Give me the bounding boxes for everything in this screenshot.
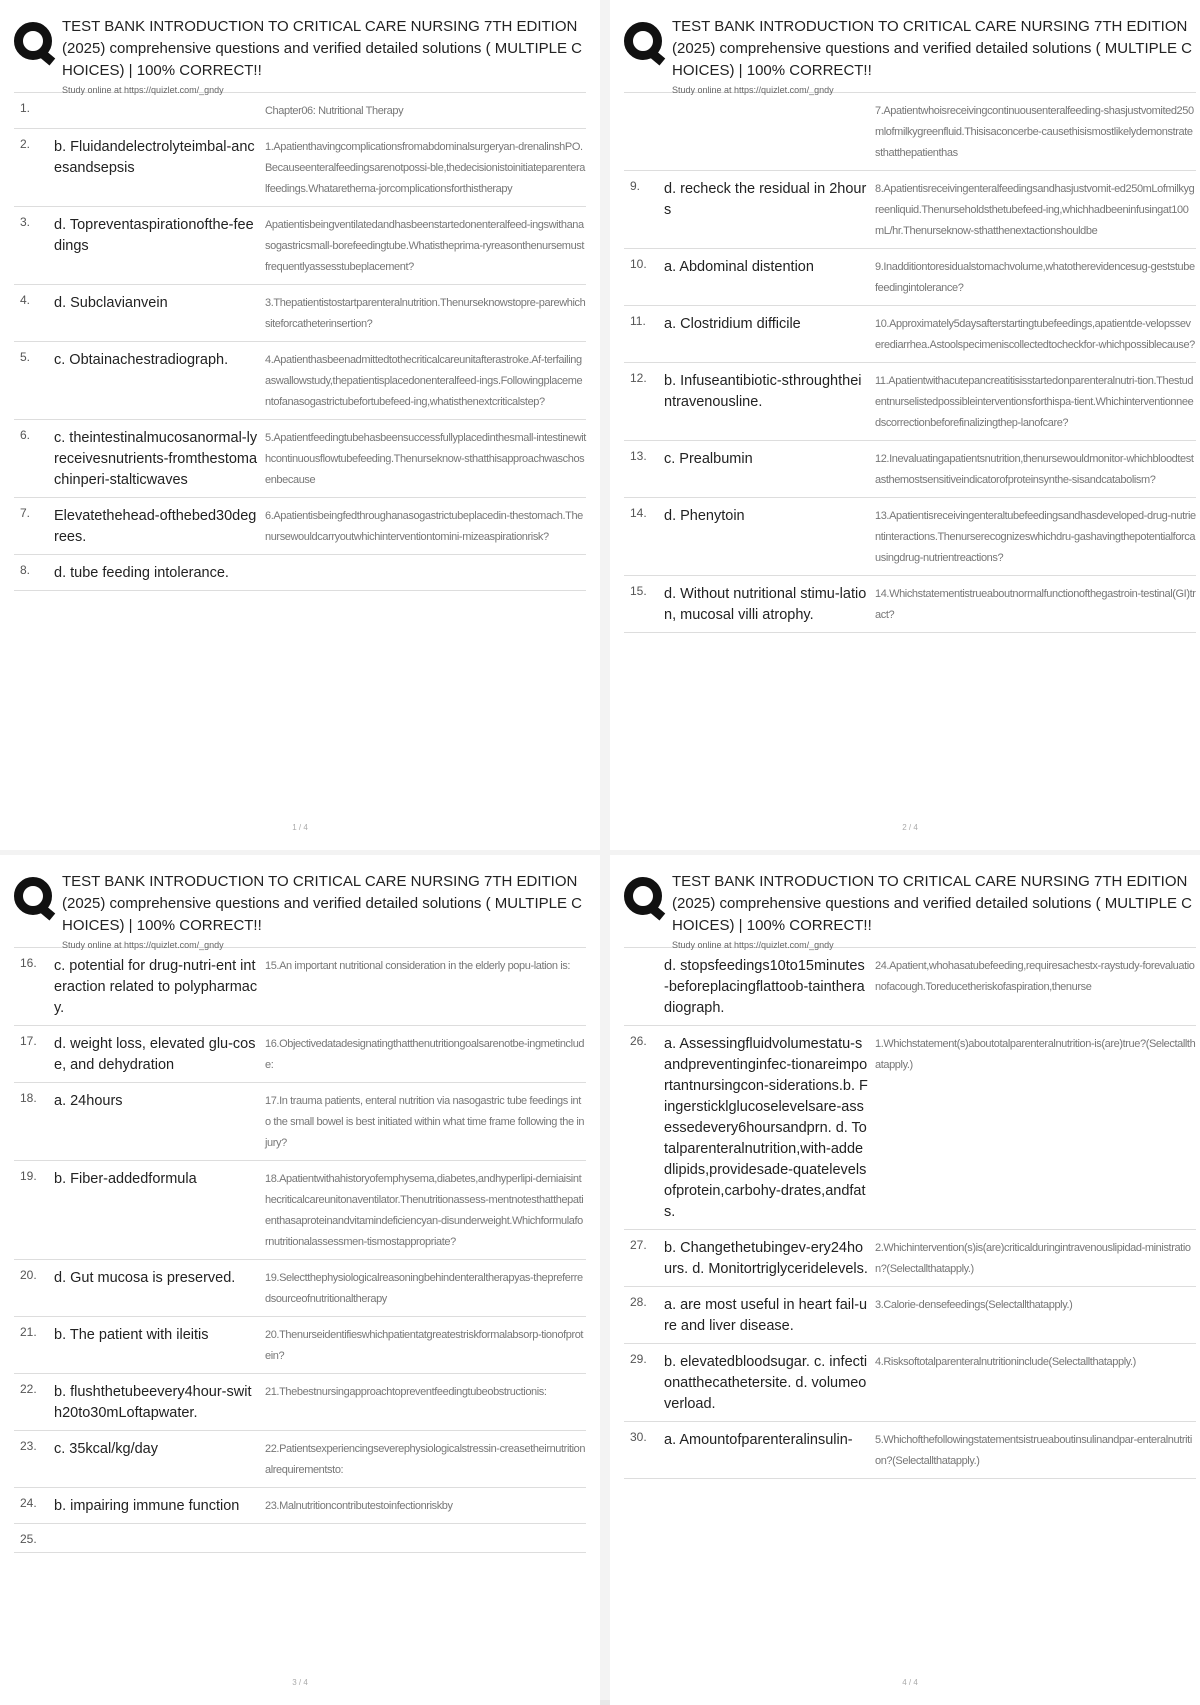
qa-row xyxy=(624,1344,1196,1422)
row-number: 28. xyxy=(630,1295,647,1309)
qa-row xyxy=(14,555,586,591)
row-number: 14. xyxy=(630,506,647,520)
qa-row xyxy=(14,1026,586,1083)
page-number: 1 / 4 xyxy=(292,823,308,832)
question-text: 13.Apatientisreceivingenteraltubefeedingsandhasdeveloped-drug-nutrientinteractions.Thenurserecognizeswhichdru-gashavingthepotentialforcausingdrug-nutrientreactions? xyxy=(875,510,1196,564)
answer-text xyxy=(664,101,875,164)
question-text: 12.Inevaluatingapatientsnutrition,thenursewouldmonitor-whichbloodtestasthemostsensitiveindicatorofproteinsynthe-sisandcatabolism? xyxy=(875,453,1194,486)
document-title: TEST BANK INTRODUCTION TO CRITICAL CARE NURSING 7TH EDITION (2025) comprehensive questions and verified detailed solutions ( MULTIPLE CHOICES) | 100% CORRECT!! xyxy=(62,18,582,79)
question-text: 14.Whichstatementistrueaboutnormalfunctionofthegastroin-testinal(GI)tract? xyxy=(875,588,1196,621)
answer-text: c. theintestinalmucosanormal-lyreceivesnutrients-fromthestomachinperi-stalticwaves xyxy=(54,430,258,488)
answer-text: d. recheck the residual in 2hours xyxy=(664,181,867,218)
qa-row xyxy=(624,306,1196,363)
answer-text: c. Prealbumin xyxy=(664,451,753,467)
question-text: 10.Approximately5daysafterstartingtubefeedings,apatientde-velopsseverediarrhea.Astoolspecimeniscollectedtocheckfor-whichpossiblecause? xyxy=(875,318,1195,351)
row-number: 21. xyxy=(20,1325,37,1339)
answer-text: c. 35kcal/kg/day xyxy=(54,1441,158,1457)
qa-row xyxy=(14,498,586,555)
question-text: 8.Apatientisreceivingenteralfeedingsandhasjustvomit-ed250mLofmilkygreenliquid.Thenurseholdsthetubefeed-ing,whichhadbeeninfusingat100mL/hr.Thenurseknow-sthatthenextactionshouldbe xyxy=(875,183,1195,237)
row-number: 26. xyxy=(630,1034,647,1048)
row-number: 23. xyxy=(20,1439,37,1453)
question-text: 22.Patientsexperiencingseverephysiologicalstressin-creasetheirnutritionalrequirementsto: xyxy=(265,1443,586,1476)
qa-row xyxy=(624,1230,1196,1287)
row-number: 12. xyxy=(630,371,647,385)
question-text: 15.An important nutritional consideration in the elderly popu-lation is: xyxy=(265,960,571,972)
row-number: 9. xyxy=(630,179,641,193)
answer-text: a. Abdominal distention xyxy=(664,259,814,275)
page-4 xyxy=(610,855,1200,1705)
answer-text: b. Infuseantibiotic-sthroughtheintravenousline. xyxy=(664,373,862,410)
document-source: Study online at https://quizlet.com/_gndy xyxy=(672,940,834,950)
answer-text: a. Assessingfluidvolumestatu-sandpreventinginfec-tionareimportantnursingcon-siderations.b. Fingersticklglucoselevelsare-assessedevery6hoursandprn. d. Totalparenteralnutrition,with-addedlipids,providesade-quatelevelsofprotein,carbohy-drates,andfats. xyxy=(664,1036,868,1220)
qa-table xyxy=(14,947,586,1553)
answer-text: b. Changethetubingev-ery24hours. d. Monitortriglyceridelevels. xyxy=(664,1240,868,1277)
qa-row xyxy=(624,441,1196,498)
quizlet-logo-icon xyxy=(624,877,662,915)
answer-text: c. potential for drug-nutri-ent interaction related to polypharmacy. xyxy=(54,958,258,1016)
qa-row xyxy=(14,342,586,420)
row-number: 15. xyxy=(630,584,647,598)
row-number: 8. xyxy=(20,563,31,577)
question-text: 23.Malnutritioncontributestoinfectionriskby xyxy=(265,1500,453,1512)
answer-text: d. stopsfeedings10to15minutes-beforeplacingflattoob-taintheradiograph. xyxy=(664,958,865,1016)
qa-row xyxy=(624,249,1196,306)
row-number: 18. xyxy=(20,1091,37,1105)
question-text: 16.Objectivedatadesignatingthatthenutritiongoalsarenotbe-ingmetinclude: xyxy=(265,1038,585,1071)
row-number: 16. xyxy=(20,956,37,970)
answer-text: b. The patient with ileitis xyxy=(54,1327,209,1343)
document-title: TEST BANK INTRODUCTION TO CRITICAL CARE NURSING 7TH EDITION (2025) comprehensive questions and verified detailed solutions ( MULTIPLE CHOICES) | 100% CORRECT!! xyxy=(672,873,1192,934)
answer-text: d. tube feeding intolerance. xyxy=(54,565,229,581)
page-header xyxy=(610,855,1200,950)
answer-text: b. Fiber-addedformula xyxy=(54,1171,197,1187)
qa-row xyxy=(14,1431,586,1488)
qa-row xyxy=(624,171,1196,249)
qa-row xyxy=(14,129,586,207)
qa-row xyxy=(624,93,1196,171)
question-text: 24.Apatient,whohasatubefeeding,requiresachestx-raystudy-forevaluationofacough.Toreducetheriskofaspiration,thenurse xyxy=(875,960,1195,993)
page-2 xyxy=(610,0,1200,850)
quizlet-logo-icon xyxy=(624,22,662,60)
page-number: 3 / 4 xyxy=(292,1678,308,1687)
qa-row xyxy=(14,948,586,1026)
qa-row xyxy=(14,1488,586,1524)
row-number: 6. xyxy=(20,428,31,442)
page-1 xyxy=(0,0,600,850)
question-text: 21.Thebestnursingapproachtopreventfeedingtubeobstructionis: xyxy=(265,1386,547,1398)
question-text: 7.Apatientwhoisreceivingcontinuousenteralfeeding-shasjustvomited250mlofmilkygreenfluid.Thisisaconcerbe-causethisismostlikelydemonstratesthatthepatienthas xyxy=(875,105,1194,159)
qa-row xyxy=(14,207,586,285)
qa-row xyxy=(14,285,586,342)
quizlet-logo-icon xyxy=(14,877,52,915)
row-number: 24. xyxy=(20,1496,37,1510)
document-source: Study online at https://quizlet.com/_gndy xyxy=(672,85,834,95)
question-text: 17.In trauma patients, enteral nutrition via nasogastric tube feedings into the small bowel is best initiated within what time frame following the injury? xyxy=(265,1095,585,1149)
answer-text: b. Fluidandelectrolyteimbal-ancesandsepsis xyxy=(54,139,255,176)
row-number: 27. xyxy=(630,1238,647,1252)
answer-text: a. are most useful in heart fail-ure and liver disease. xyxy=(664,1297,868,1334)
row-number xyxy=(624,101,664,164)
answer-text: b. elevatedbloodsugar. c. infectionatthecathetersite. d. volumeoverload. xyxy=(664,1354,868,1412)
qa-row xyxy=(624,1287,1196,1344)
qa-row xyxy=(624,363,1196,441)
row-number: 29. xyxy=(630,1352,647,1366)
page-3 xyxy=(0,855,600,1705)
answer-text: d. Without nutritional stimu-lation, mucosal villi atrophy. xyxy=(664,586,867,623)
answer-text xyxy=(54,1532,265,1546)
page-number: 2 / 4 xyxy=(902,823,918,832)
question-text: 4.Apatienthasbeenadmittedtothecriticalcareunitafterastroke.Af-terfailingaswallowstudy,thepatientisplacedonenteralfeed-ings.Followingplacementofanasogastrictubefortubefeed-ing,whatisthenextcriticalstep? xyxy=(265,354,583,408)
question-text: Apatientisbeingventilatedandhasbeenstartedonenteralfeed-ingswithanasogastricsmall-borefeedingtube.Whatistheprima-ryreasonthenursemustfrequentlyassesstubeplacement? xyxy=(265,219,585,273)
answer-text: a. 24hours xyxy=(54,1093,123,1109)
question-text: 6.Apatientisbeingfedthroughanasogastrictubeplacedin-thestomach.Thenursewouldcarryoutwhichinterventiontomini-mizeaspirationrisk? xyxy=(265,510,583,543)
row-number: 4. xyxy=(20,293,31,307)
answer-text: d. Phenytoin xyxy=(664,508,745,524)
question-text: 18.Apatientwithahistoryofemphysema,diabetes,andhyperlipi-demiaisinthecriticalcareunitonaventilator.Thenutritionassess-mentnotesthatthepatienthasaproteinandvitamindeficiencyan-disunderweight.Whichformulafornutritionalassessmen-tismostappropriate? xyxy=(265,1173,584,1248)
question-text: 19.Selectthephysiologicalreasoningbehindenteraltherapyas-thepreferredsourceofnutritionaltherapy xyxy=(265,1272,583,1305)
qa-row xyxy=(624,1026,1196,1230)
question-text: 9.Inadditiontoresidualstomachvolume,whatotherevidencesug-geststubefeedingintolerance? xyxy=(875,261,1195,294)
qa-row xyxy=(14,1083,586,1161)
question-text: 3.Calorie-densefeedings(Selectallthatapply.) xyxy=(875,1299,1073,1311)
page-header xyxy=(0,855,600,950)
question-text: 4.Risksoftotalparenteralnutritioninclude(Selectallthatapply.) xyxy=(875,1356,1136,1368)
qa-row xyxy=(14,1317,586,1374)
row-number: 1. xyxy=(20,101,31,115)
answer-text: a. Amountofparenteralinsulin- xyxy=(664,1432,853,1448)
row-number: 10. xyxy=(630,257,647,271)
row-number: 30. xyxy=(630,1430,647,1444)
row-number: 22. xyxy=(20,1382,37,1396)
qa-row xyxy=(624,576,1196,633)
question-text: 5.Apatientfeedingtubehasbeensuccessfullyplacedinthesmall-intestinewithcontinuousflowtubefeeding.Thenurseknow-sthatthisapproachwaschosenbecause xyxy=(265,432,586,486)
qa-row xyxy=(624,948,1196,1026)
answer-text: d. weight loss, elevated glu-cose, and dehydration xyxy=(54,1036,256,1073)
page-header xyxy=(0,0,600,95)
answer-text: d. Subclavianvein xyxy=(54,295,168,311)
qa-table xyxy=(624,92,1196,633)
qa-row xyxy=(14,420,586,498)
row-number: 20. xyxy=(20,1268,37,1282)
question-text: 20.Thenurseidentifieswhichpatientatgreatestriskformalabsorp-tionofprotein? xyxy=(265,1329,584,1362)
qa-table xyxy=(14,92,586,591)
qa-row xyxy=(14,1260,586,1317)
row-number: 13. xyxy=(630,449,647,463)
question-text: 5.Whichofthefollowingstatementsistrueaboutinsulinandpar-enteralnutrition?(Selectallthatapply.) xyxy=(875,1434,1192,1467)
qa-row xyxy=(624,1422,1196,1479)
question-text: 3.Thepatientistostartparenteralnutrition.Thenurseknowstopre-parewhichsiteforcatheterinsertion? xyxy=(265,297,586,330)
row-number: 2. xyxy=(20,137,31,151)
question-text: 11.Apatientwithacutepancreatitisisstartedonparenteralnutri-tion.Thestudentnurselistedpossibleinterventionsforthispa-tient.Whichinterventionneedscorrectionbeforefinalizingthep-lanofcare? xyxy=(875,375,1194,429)
answer-text: d. Topreventaspirationofthe-feedings xyxy=(54,217,254,254)
answer-text: Elevatethehead-ofthebed30degrees. xyxy=(54,508,257,545)
page-number: 4 / 4 xyxy=(902,1678,918,1687)
answer-text xyxy=(54,101,265,122)
row-number xyxy=(624,956,664,1019)
question-text: 2.Whichintervention(s)is(are)criticalduringintravenouslipidad-ministration?(Selectallthatapply.) xyxy=(875,1242,1191,1275)
answer-text: b. impairing immune function xyxy=(54,1498,240,1514)
page-header xyxy=(610,0,1200,95)
qa-table xyxy=(624,947,1196,1479)
row-number: 25. xyxy=(20,1532,37,1546)
row-number: 5. xyxy=(20,350,31,364)
question-text xyxy=(265,1532,586,1546)
qa-row xyxy=(14,1374,586,1431)
question-text: 1.Apatienthavingcomplicationsfromabdominalsurgeryan-drenalinshPO.Becauseenteralfeedingsarenotpossi-ble,thedecisionistoinitiateparenteralfeedings.Whatarethema-jorcomplicationsforthistherapy xyxy=(265,141,585,195)
qa-row xyxy=(14,1161,586,1260)
answer-text: a. Clostridium difficile xyxy=(664,316,801,332)
document-title: TEST BANK INTRODUCTION TO CRITICAL CARE NURSING 7TH EDITION (2025) comprehensive questions and verified detailed solutions ( MULTIPLE CHOICES) | 100% CORRECT!! xyxy=(62,873,582,934)
row-number: 7. xyxy=(20,506,31,520)
qa-row xyxy=(14,93,586,129)
row-number: 3. xyxy=(20,215,31,229)
row-number: 11. xyxy=(630,314,646,328)
document-source: Study online at https://quizlet.com/_gndy xyxy=(62,940,224,950)
row-number: 19. xyxy=(20,1169,37,1183)
quizlet-logo-icon xyxy=(14,22,52,60)
answer-text: d. Gut mucosa is preserved. xyxy=(54,1270,236,1286)
question-text: Chapter06: Nutritional Therapy xyxy=(265,105,404,117)
question-text: 1.Whichstatement(s)aboutotalparenteralnutrition-is(are)true?(Selectallthatapply.) xyxy=(875,1038,1196,1071)
document-title: TEST BANK INTRODUCTION TO CRITICAL CARE NURSING 7TH EDITION (2025) comprehensive questions and verified detailed solutions ( MULTIPLE CHOICES) | 100% CORRECT!! xyxy=(672,18,1192,79)
question-text xyxy=(265,563,586,584)
qa-row xyxy=(624,498,1196,576)
row-number: 17. xyxy=(20,1034,37,1048)
answer-text: b. flushthetubeevery4hour-swith20to30mLoftapwater. xyxy=(54,1384,252,1421)
document-source: Study online at https://quizlet.com/_gndy xyxy=(62,85,224,95)
qa-row xyxy=(14,1524,586,1553)
answer-text: c. Obtainachestradiograph. xyxy=(54,352,229,368)
